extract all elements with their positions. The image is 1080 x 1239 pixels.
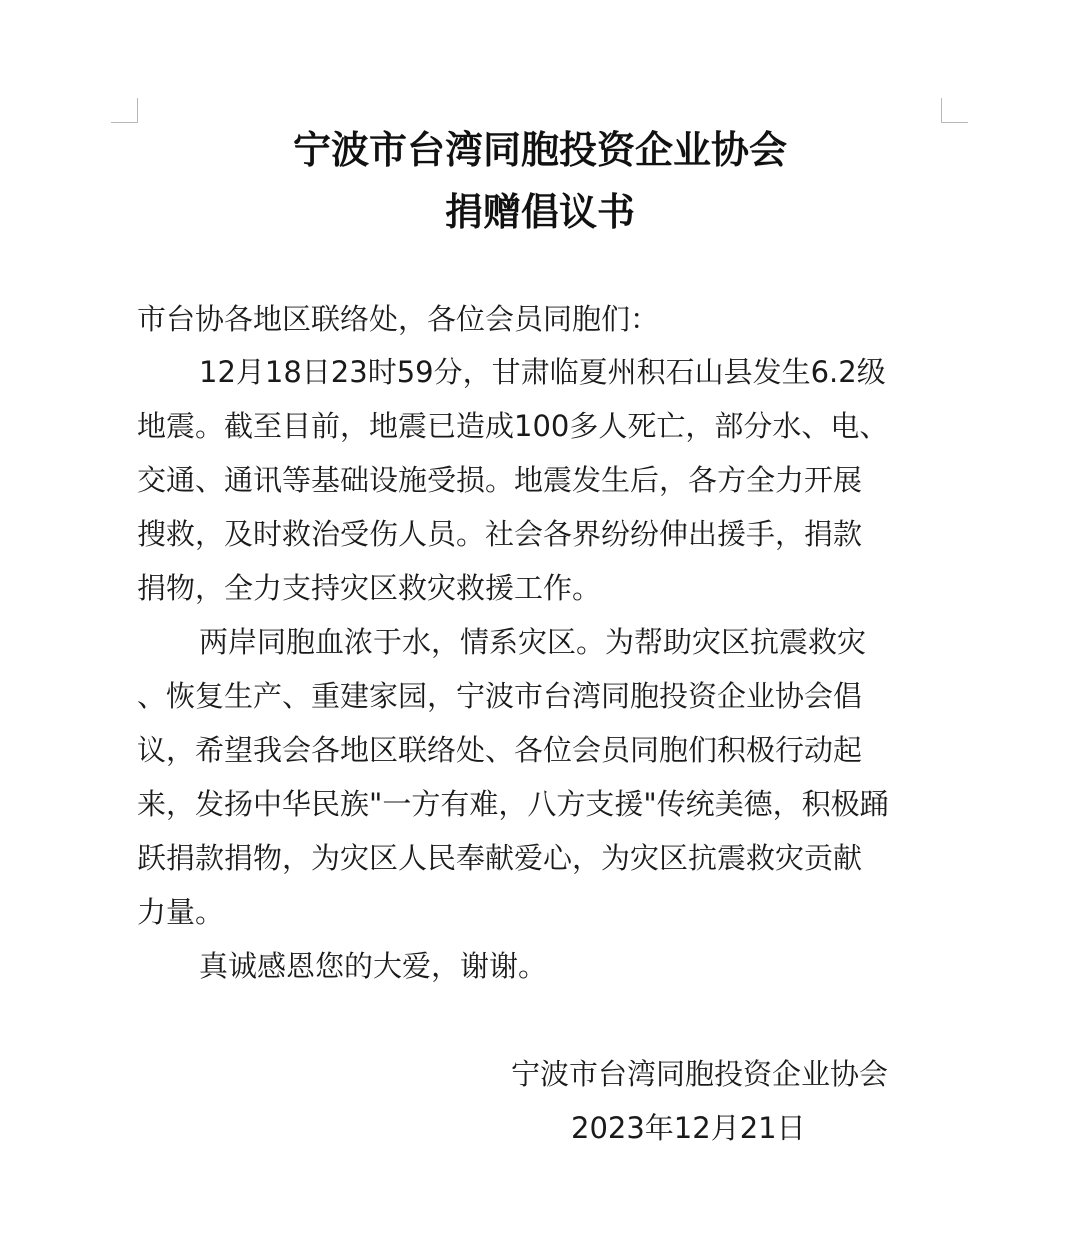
signature-organization: 宁波市台湾同胞投资企业协会 [511, 1057, 889, 1091]
paragraph-2-line: 来，发扬中华民族"一方有难，八方支援"传统美德，积极踊 [137, 787, 889, 821]
page-corner-mark-right [941, 98, 968, 123]
paragraph-2-line: 力量。 [137, 895, 225, 929]
paragraph-2-line: 、恢复生产、重建家园，宁波市台湾同胞投资企业协会倡 [137, 679, 863, 713]
paragraph-1-line: 12月18日23时59分，甘肃临夏州积石山县发生6.2级 [199, 355, 886, 389]
closing-line: 真诚感恩您的大爱，谢谢。 [199, 949, 548, 983]
paragraph-2-line: 跃捐款捐物，为灾区人民奉献爱心，为灾区抗震救灾贡献 [137, 841, 863, 875]
paragraph-2-line: 议，希望我会各地区联络处、各位会员同胞们积极行动起 [137, 733, 863, 767]
paragraph-1-line: 地震。截至目前，地震已造成100多人死亡，部分水、电、 [137, 409, 889, 443]
paragraph-2 [137, 615, 943, 939]
salutation: 市台协各地区联络处，各位会员同胞们： [137, 302, 660, 336]
paragraph-2-line: 两岸同胞血浓于水，情系灾区。为帮助灾区抗震救灾 [199, 625, 867, 659]
paragraph-1 [137, 345, 943, 615]
page-corner-mark-left [111, 98, 138, 123]
document-title-line2: 捐赠倡议书 [444, 190, 635, 234]
paragraph-1-line: 捐物，全力支持灾区救灾救援工作。 [137, 571, 602, 605]
document-title-line1: 宁波市台湾同胞投资企业协会 [292, 128, 787, 172]
paragraph-1-line: 搜救，及时救治受伤人员。社会各界纷纷伸出援手，捐款 [137, 517, 863, 551]
paragraph-1-line: 交通、通讯等基础设施受损。地震发生后，各方全力开展 [137, 463, 863, 497]
signature-date: 2023年12月21日 [571, 1111, 806, 1145]
paragraph-3 [137, 939, 943, 993]
